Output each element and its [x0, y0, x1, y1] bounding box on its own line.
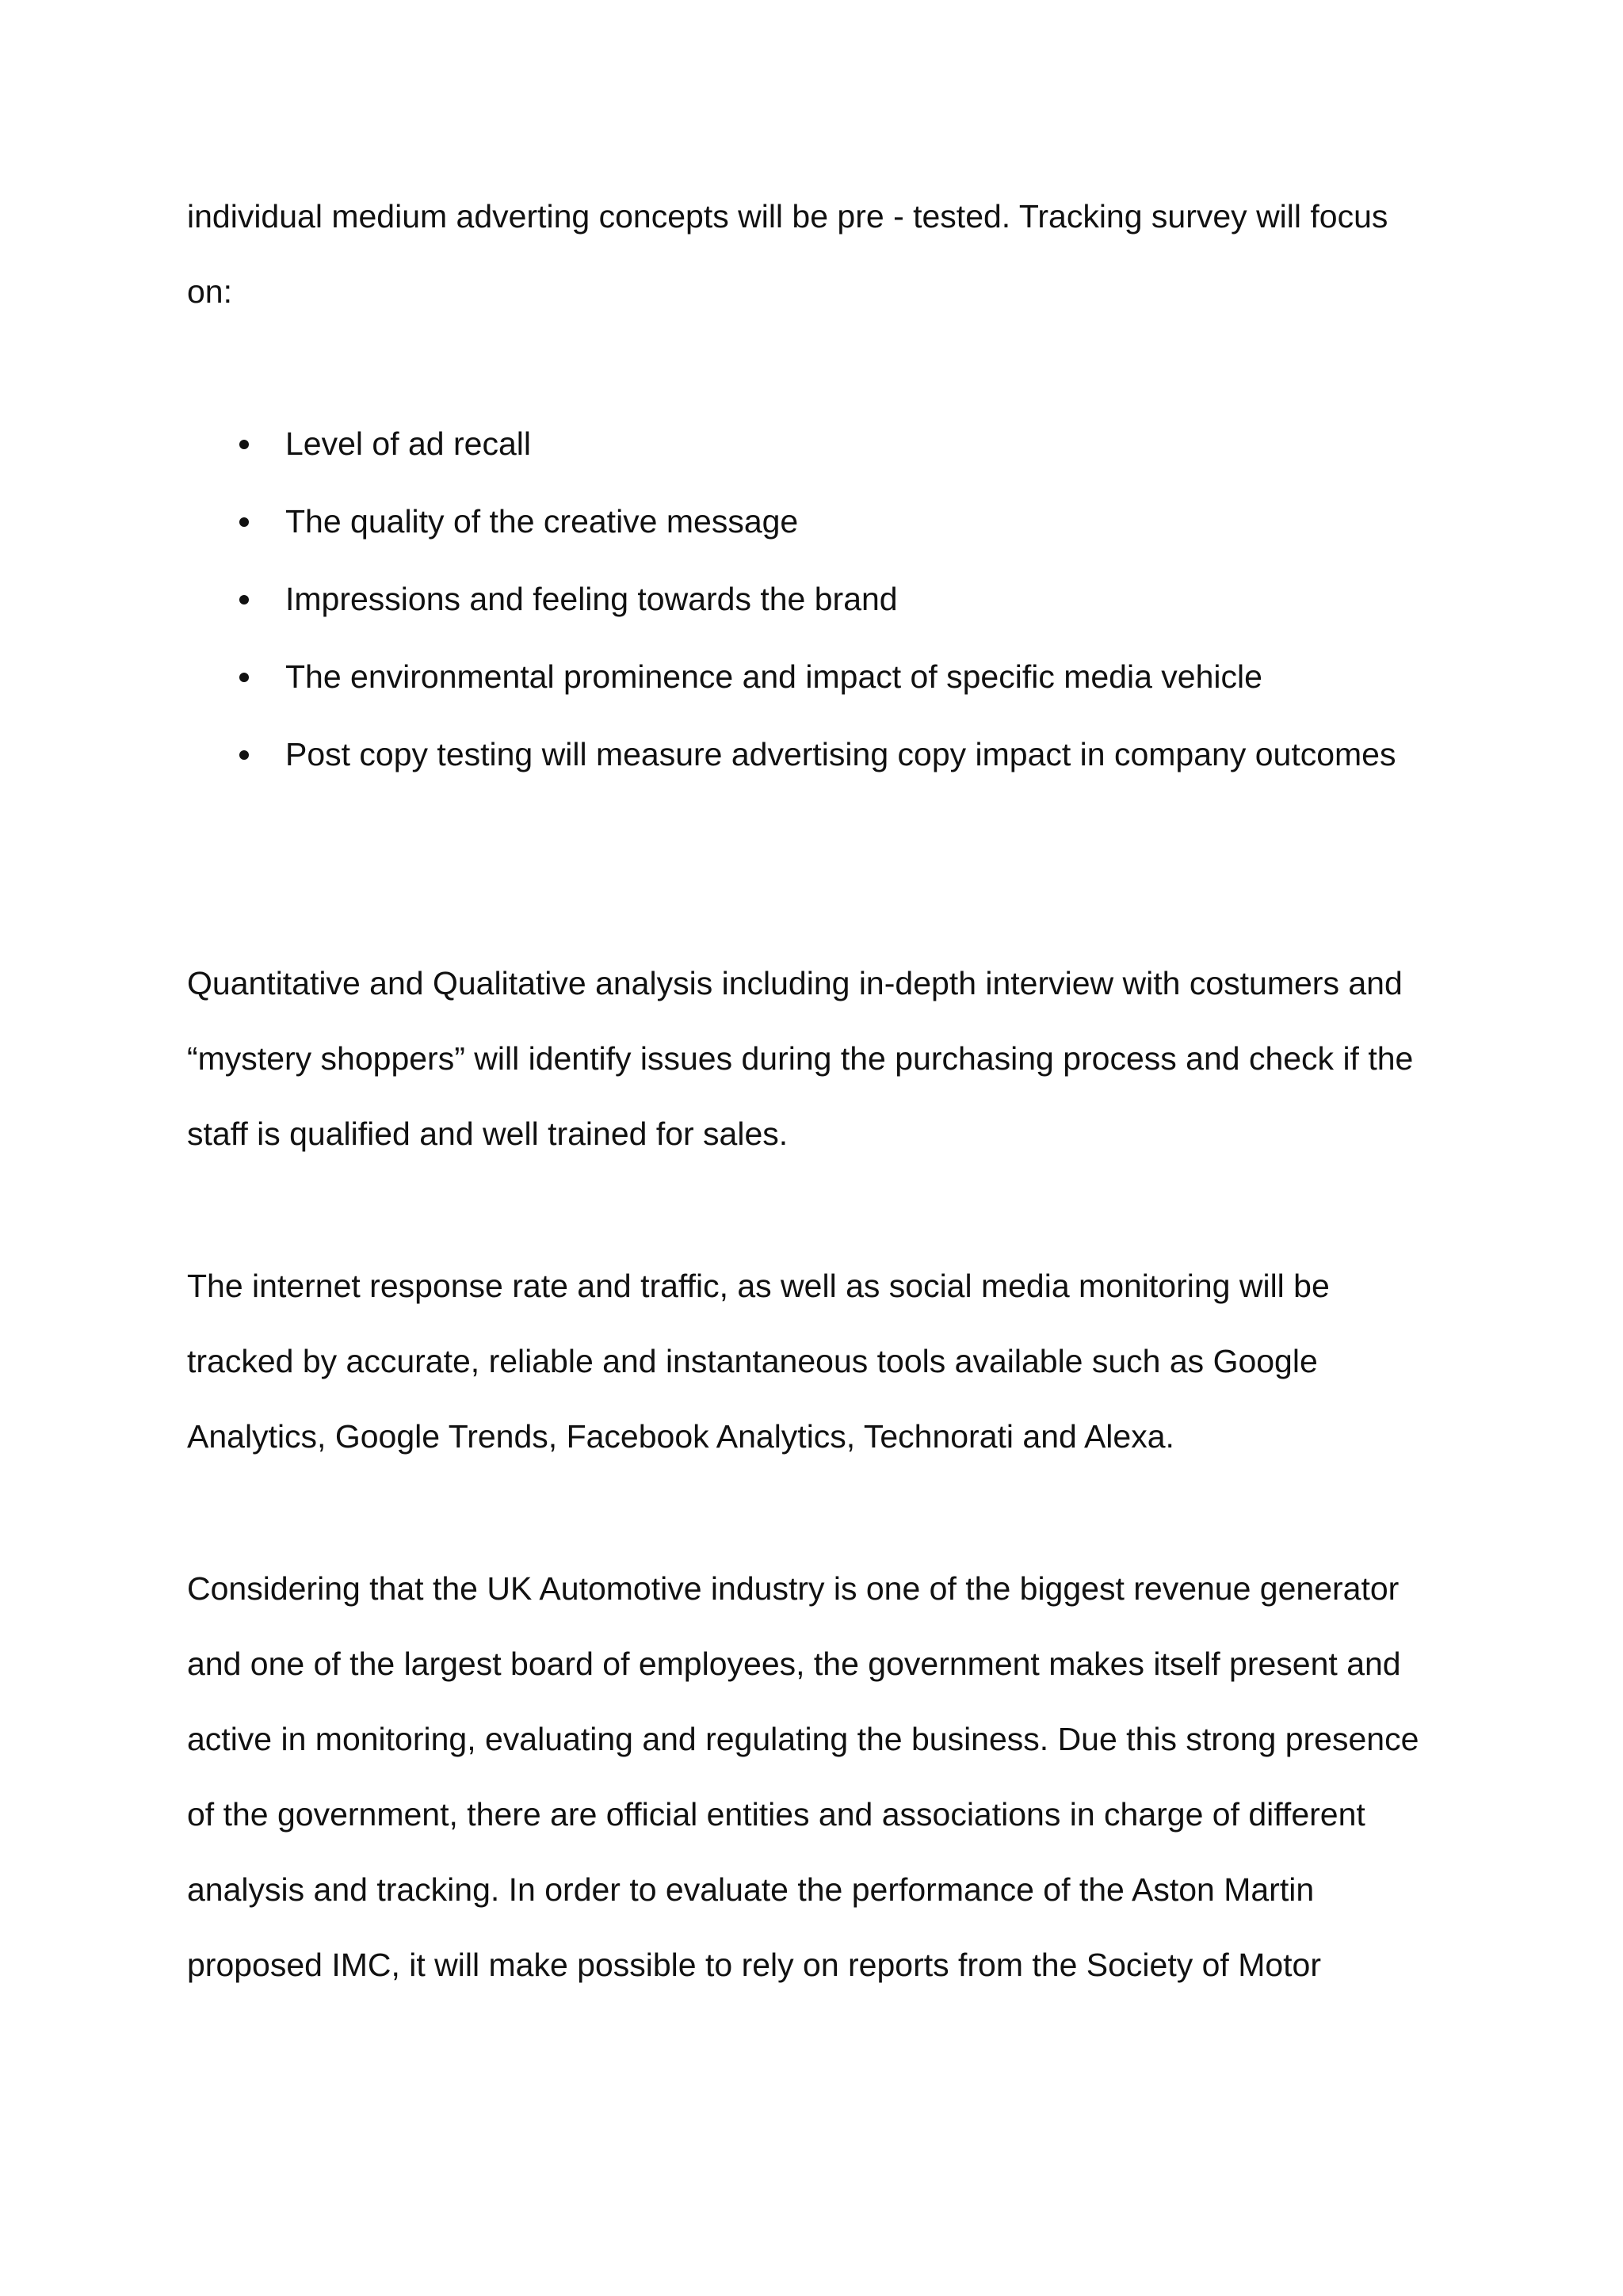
text-line: active in monitoring, evaluating and regulating the business. Due this strong presence — [187, 1721, 1419, 1757]
list-item-text: The environmental prominence and impact of specific media vehicle — [285, 658, 1262, 695]
text-line: individual medium adverting concepts will be pre - tested. Tracking survey will focus — [187, 198, 1388, 235]
text-line: proposed IMC, it will make possible to rely on reports from the Society of Motor — [187, 1947, 1322, 1983]
text-line: of the government, there are official entities and associations in charge of different — [187, 1796, 1365, 1833]
text-line: on: — [187, 273, 232, 310]
text-line: Considering that the UK Automotive industry is one of the biggest revenue generator — [187, 1570, 1400, 1607]
text-line: Analytics, Google Trends, Facebook Analytics, Technorati and Alexa. — [187, 1418, 1174, 1455]
text-line: “mystery shoppers” will identify issues during the purchasing process and check if the — [187, 1040, 1414, 1077]
bullet-icon — [239, 517, 249, 527]
text-line: analysis and tracking. In order to evaluate the performance of the Aston Martin — [187, 1871, 1315, 1908]
paragraph-government-monitoring — [187, 1551, 1419, 2003]
paragraph-tracking-intro — [187, 179, 1388, 330]
text-line: tracked by accurate, reliable and instantaneous tools available such as Google — [187, 1343, 1318, 1379]
bullet-icon — [239, 440, 249, 449]
bullet-icon — [239, 595, 249, 605]
list-item-text: Post copy testing will measure advertising copy impact in company outcomes — [285, 736, 1396, 772]
paragraph-qualitative-analysis — [187, 946, 1413, 1172]
text-line: staff is qualified and well trained for sales. — [187, 1116, 789, 1152]
list-item-text: The quality of the creative message — [285, 503, 799, 540]
list-item-text: Level of ad recall — [285, 425, 531, 462]
text-line: Quantitative and Qualitative analysis including in-depth interview with costumers and — [187, 965, 1403, 1001]
bullet-icon — [239, 673, 249, 682]
paragraph-internet-tracking — [187, 1249, 1330, 1474]
text-line: The internet response rate and traffic, as well as social media monitoring will be — [187, 1268, 1330, 1304]
bullet-icon — [239, 750, 249, 760]
list-item-text: Impressions and feeling towards the brand — [285, 581, 898, 617]
text-line: and one of the largest board of employees, the government makes itself present and — [187, 1646, 1401, 1682]
